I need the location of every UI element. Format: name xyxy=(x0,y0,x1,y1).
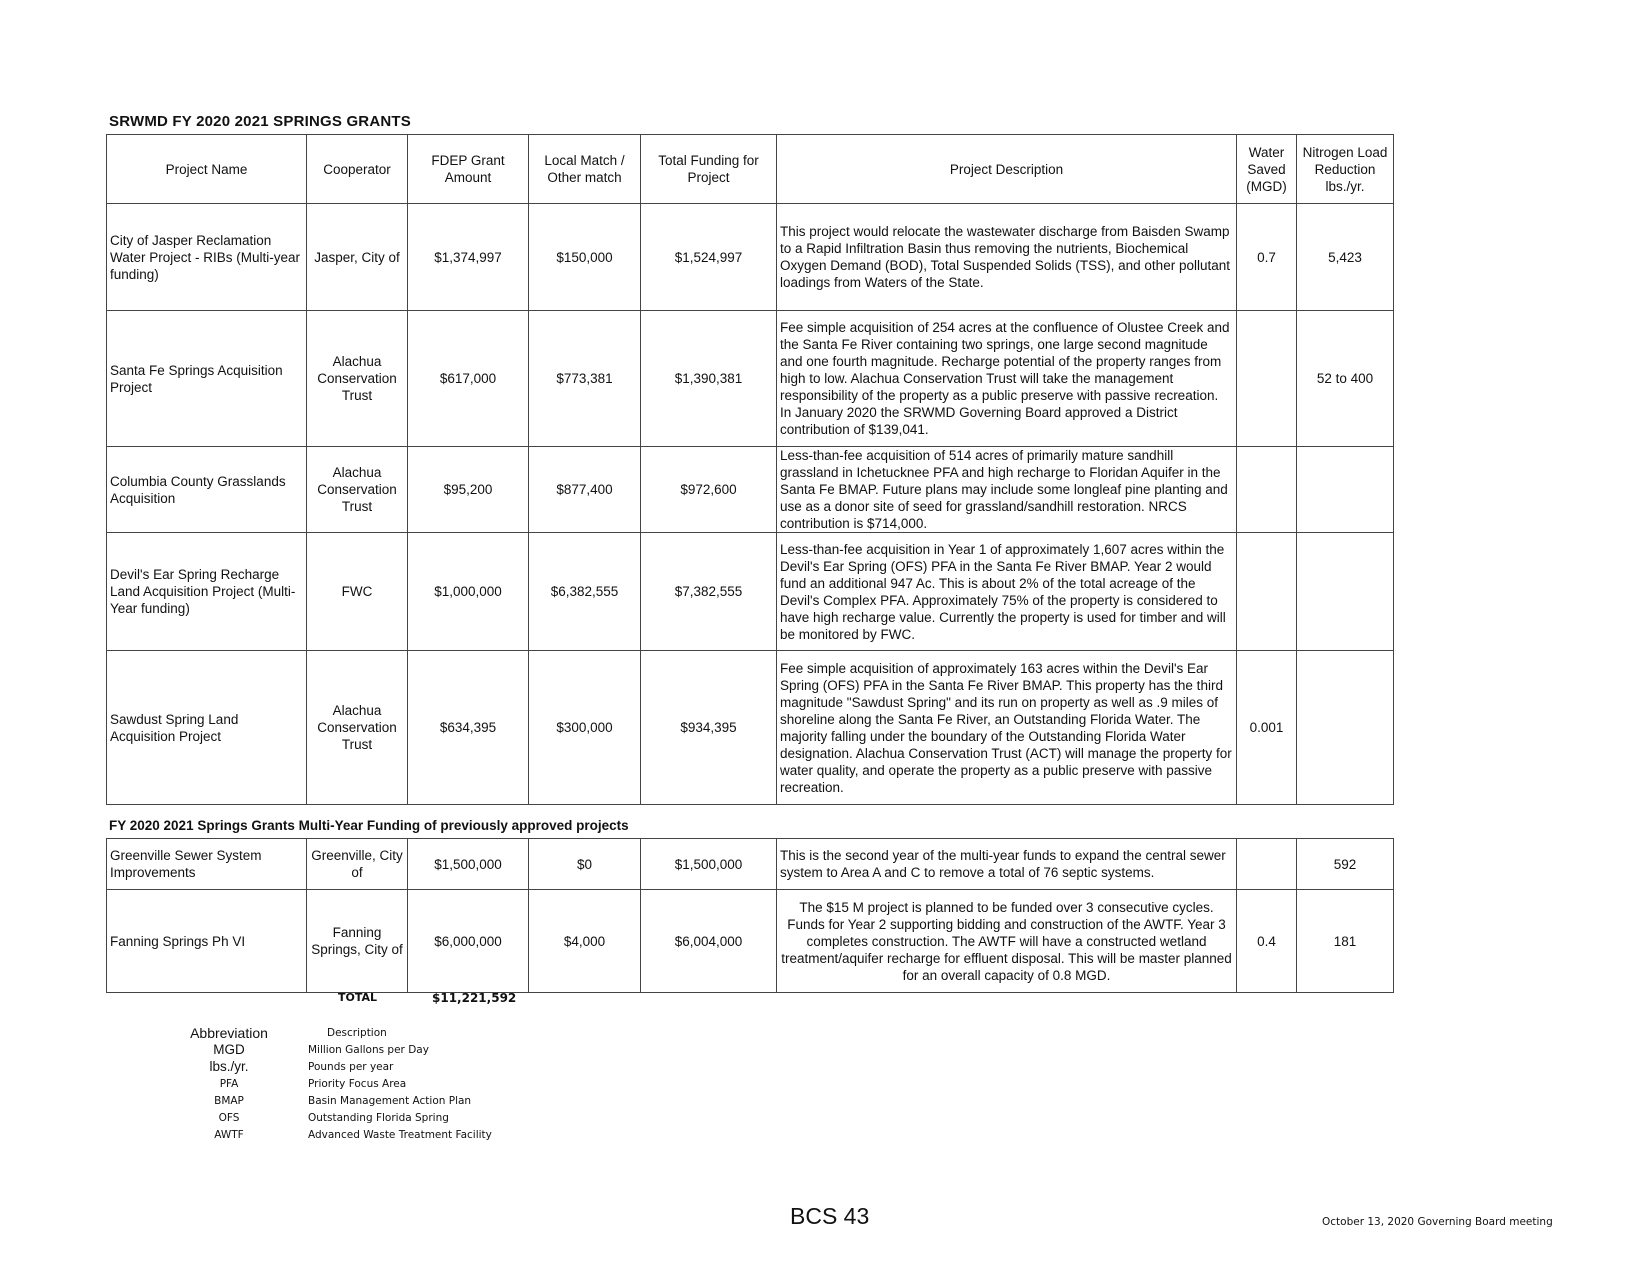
footer-note: October 13, 2020 Governing Board meeting xyxy=(1322,1216,1553,1228)
local-match: $150,000 xyxy=(529,204,641,311)
water-saved: 0.001 xyxy=(1237,651,1297,805)
project-description: This project would relocate the wastewater discharge from Baisden Swamp to a Rapid Infiltration Basin thus removing the nutrients, Biochemical Oxygen Demand (BOD), Total Suspended Solids (TSS), and other pollutant loadings from Waters of the State. xyxy=(777,204,1237,311)
abbreviation: AWTF xyxy=(214,1128,244,1141)
abbreviation-row xyxy=(150,1126,492,1143)
table-row xyxy=(107,533,1394,651)
header-cooperator: Cooperator xyxy=(307,135,408,204)
nitrogen-reduction: 52 to 400 xyxy=(1297,311,1394,447)
table-row xyxy=(107,311,1394,447)
total-value: $11,221,592 xyxy=(432,991,517,1005)
total-funding: $7,382,555 xyxy=(641,533,777,651)
abbreviation-row xyxy=(150,1075,492,1092)
total-funding: $1,524,997 xyxy=(641,204,777,311)
project-description: Less-than-fee acquisition in Year 1 of approximately 1,607 acres within the Devil's Ear Spring (OFS) PFA in the Santa Fe River BMAP. Year 2 would fund an additional 947 Ac. This is about 2% of the total acreage of the Devil's Complex PFA. Approximately 75% of the property is considered to have high recharge value. Currently the property is used for timber and will be monitored by FWC. xyxy=(777,533,1237,651)
header-project-name: Project Name xyxy=(107,135,307,204)
nitrogen-reduction: 5,423 xyxy=(1297,204,1394,311)
total-funding: $6,004,000 xyxy=(641,890,777,993)
header-fdep-grant: FDEP Grant Amount xyxy=(408,135,529,204)
nitrogen-reduction xyxy=(1297,533,1394,651)
table-row xyxy=(107,890,1394,993)
cooperator: Fanning Springs, City of xyxy=(307,890,408,993)
project-description: This is the second year of the multi-year funds to expand the central sewer system to Area A and C to remove a total of 76 septic systems. xyxy=(777,839,1237,890)
nitrogen-reduction xyxy=(1297,651,1394,805)
abbreviation-row xyxy=(150,1109,492,1126)
local-match: $773,381 xyxy=(529,311,641,447)
nitrogen-reduction: 592 xyxy=(1297,839,1394,890)
cooperator: Jasper, City of xyxy=(307,204,408,311)
project-name: Greenville Sewer System Improvements xyxy=(107,839,307,890)
nitrogen-reduction: 181 xyxy=(1297,890,1394,993)
local-match: $877,400 xyxy=(529,447,641,533)
total-funding: $1,500,000 xyxy=(641,839,777,890)
project-name: Fanning Springs Ph VI xyxy=(107,890,307,993)
fdep-grant: $1,000,000 xyxy=(408,533,529,651)
water-saved xyxy=(1237,447,1297,533)
cooperator: Alachua Conservation Trust xyxy=(307,311,408,447)
abbreviation: BMAP xyxy=(214,1094,244,1107)
project-description: Fee simple acquisition of approximately 163 acres within the Devil's Ear Spring (OFS) PFA in the Santa Fe River BMAP. This property has the third magnitude "Sawdust Spring" and its run on property as well as .9 miles of shoreline along the Santa Fe River, an Outstanding Florida Water. The majority falling under the boundary of the Outstanding Florida Water designation. Alachua Conservation Trust (ACT) will manage the property for water quality, and operate the property as a public preserve with passive recreation. xyxy=(777,651,1237,805)
abbreviation-description: Million Gallons per Day xyxy=(308,1043,429,1056)
local-match: $300,000 xyxy=(529,651,641,805)
project-description: The $15 M project is planned to be funded over 3 consecutive cycles. Funds for Year 2 supporting bidding and construction of the AWTF. Year 3 completes construction. The AWTF will have a constructed wetland treatment/aquifer recharge for effluent disposal. This will be master planned for an overall capacity of 0.8 MGD. xyxy=(777,890,1237,993)
header-nitrogen: Nitrogen Load Reduction lbs./yr. xyxy=(1297,135,1394,204)
fdep-grant: $1,500,000 xyxy=(408,839,529,890)
table-row xyxy=(107,447,1394,533)
total-funding: $972,600 xyxy=(641,447,777,533)
abbreviation-header: Abbreviation xyxy=(190,1024,268,1041)
abbreviation-description: Pounds per year xyxy=(308,1060,394,1073)
local-match: $0 xyxy=(529,839,641,890)
abbreviation-description: Outstanding Florida Spring xyxy=(308,1111,449,1124)
abbreviations-legend xyxy=(150,1024,492,1143)
abbreviation: MGD xyxy=(213,1042,245,1057)
total-label: TOTAL xyxy=(338,991,378,1004)
springs-grants-table xyxy=(106,134,1394,805)
description-header: Description xyxy=(327,1026,387,1039)
abbreviation-description: Basin Management Action Plan xyxy=(308,1094,472,1107)
total-funding: $934,395 xyxy=(641,651,777,805)
water-saved xyxy=(1237,839,1297,890)
local-match: $6,382,555 xyxy=(529,533,641,651)
abbreviation-description: Priority Focus Area xyxy=(308,1077,407,1090)
header-local-match: Local Match / Other match xyxy=(529,135,641,204)
table-header-row xyxy=(107,135,1394,204)
abbreviation-row xyxy=(150,1041,492,1058)
page-title: SRWMD FY 2020 2021 SPRINGS GRANTS xyxy=(109,113,411,130)
project-description: Less-than-fee acquisition of 514 acres of primarily mature sandhill grassland in Ichetucknee PFA and high recharge to Floridan Aquifer in the Santa Fe BMAP. Future plans may include some longleaf pine planting and use as a donor site of seed for grassland/sandhill restoration. NRCS contribution is $714,000. xyxy=(777,447,1237,533)
abbreviation-row xyxy=(150,1058,492,1075)
abbreviation-description: Advanced Waste Treatment Facility xyxy=(308,1128,492,1141)
fdep-grant: $617,000 xyxy=(408,311,529,447)
nitrogen-reduction xyxy=(1297,447,1394,533)
project-name: Devil's Ear Spring Recharge Land Acquisition Project (Multi-Year funding) xyxy=(107,533,307,651)
table-row xyxy=(107,204,1394,311)
local-match: $4,000 xyxy=(529,890,641,993)
fdep-grant: $634,395 xyxy=(408,651,529,805)
multi-year-funding-table xyxy=(106,838,1394,993)
abbreviation: OFS xyxy=(218,1111,240,1124)
header-total-funding: Total Funding for Project xyxy=(641,135,777,204)
fdep-grant: $6,000,000 xyxy=(408,890,529,993)
abbreviation: lbs./yr. xyxy=(209,1059,249,1074)
table-row xyxy=(107,839,1394,890)
project-name: Santa Fe Springs Acquisition Project xyxy=(107,311,307,447)
project-name: Sawdust Spring Land Acquisition Project xyxy=(107,651,307,805)
page-number: BCS 43 xyxy=(790,1203,870,1229)
header-description: Project Description xyxy=(777,135,1237,204)
table-row xyxy=(107,651,1394,805)
abbreviations-header xyxy=(150,1024,492,1041)
water-saved xyxy=(1237,533,1297,651)
fdep-grant: $95,200 xyxy=(408,447,529,533)
cooperator: Alachua Conservation Trust xyxy=(307,651,408,805)
fdep-grant: $1,374,997 xyxy=(408,204,529,311)
water-saved xyxy=(1237,311,1297,447)
cooperator: FWC xyxy=(307,533,408,651)
project-description: Fee simple acquisition of 254 acres at the confluence of Olustee Creek and the Santa Fe River containing two springs, one large second magnitude and one fourth magnitude. Recharge potential of the property ranges from high to low. Alachua Conservation Trust will take the management responsibility of the property as a public preserve with passive recreation. In January 2020 the SRWMD Governing Board approved a District contribution of $139,041. xyxy=(777,311,1237,447)
abbreviation: PFA xyxy=(219,1077,239,1090)
project-name: City of Jasper Reclamation Water Project - RIBs (Multi-year funding) xyxy=(107,204,307,311)
header-water-saved: Water Saved (MGD) xyxy=(1237,135,1297,204)
water-saved: 0.7 xyxy=(1237,204,1297,311)
multi-year-section-title: FY 2020 2021 Springs Grants Multi-Year Funding of previously approved projects xyxy=(109,818,629,833)
cooperator: Alachua Conservation Trust xyxy=(307,447,408,533)
total-funding: $1,390,381 xyxy=(641,311,777,447)
cooperator: Greenville, City of xyxy=(307,839,408,890)
project-name: Columbia County Grasslands Acquisition xyxy=(107,447,307,533)
abbreviation-row xyxy=(150,1092,492,1109)
water-saved: 0.4 xyxy=(1237,890,1297,993)
